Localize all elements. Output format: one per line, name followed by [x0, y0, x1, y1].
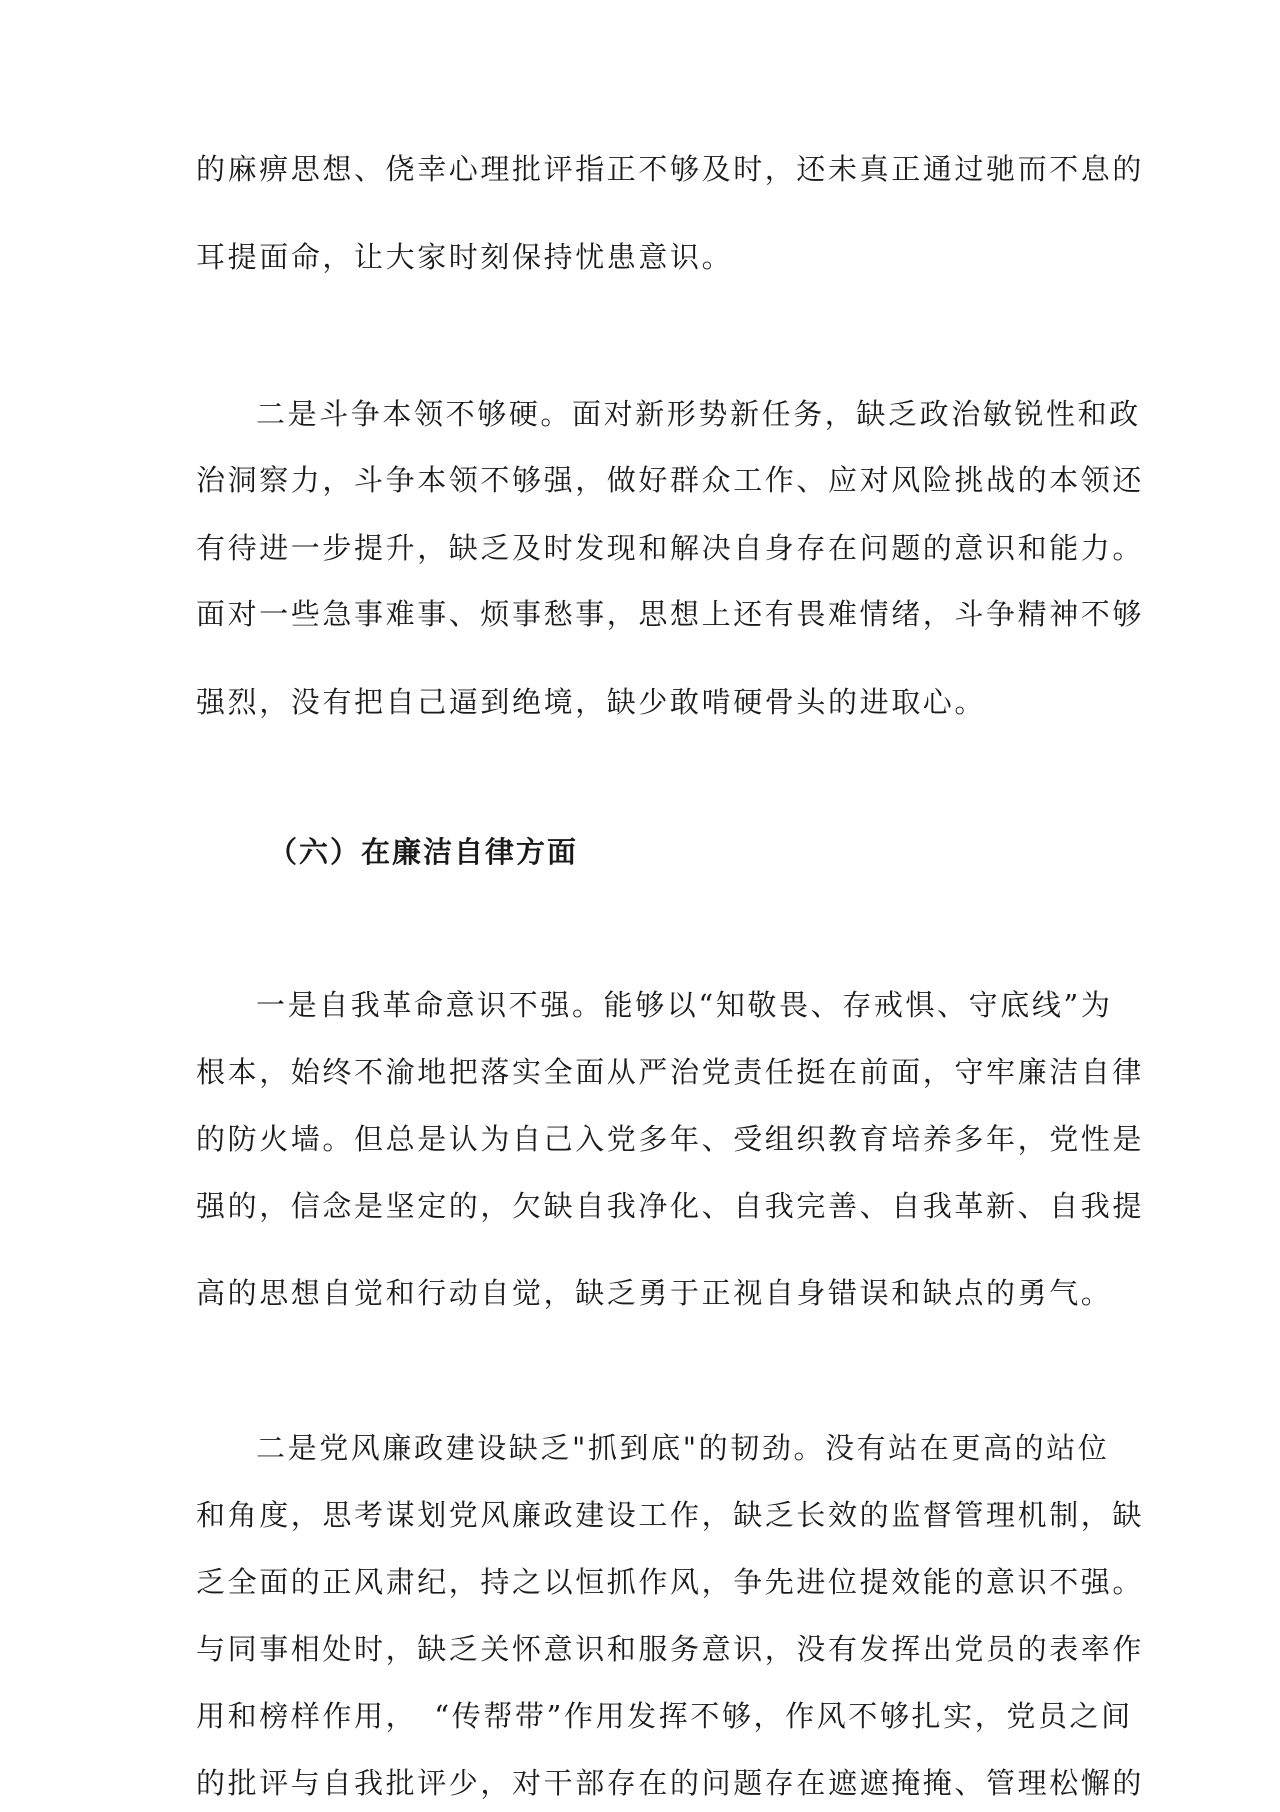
- paragraph-line: 与同事相处时，缺乏关怀意识和服务意识，没有发挥出党员的表率作: [196, 1632, 1145, 1666]
- paragraph-line: 有待进一步提升，缺乏及时发现和解决自身存在问题的意识和能力。: [196, 531, 1145, 565]
- paragraph-first-line: 二是党风廉政建设缺乏"抓到底"的韧劲。没有站在更高的站位: [256, 1431, 1110, 1465]
- paragraph-line: 强的，信念是坚定的，欠缺自我净化、自我完善、自我革新、自我提: [196, 1189, 1145, 1223]
- paragraph-line: 的防火墙。但总是认为自己入党多年、受组织教育培养多年，党性是: [196, 1122, 1145, 1156]
- section-heading: （六）在廉洁自律方面: [268, 835, 579, 869]
- paragraph-line: 强烈，没有把自己逼到绝境，缺少敢啃硬骨头的进取心。: [196, 685, 987, 719]
- paragraph-line: 的麻痹思想、侥幸心理批评指正不够及时，还未真正通过驰而不息的: [196, 152, 1145, 186]
- paragraph-line: 根本，始终不渝地把落实全面从严治党责任挺在前面，守牢廉洁自律: [196, 1055, 1145, 1089]
- paragraph-line: 用和榜样作用， “传帮带”作用发挥不够，作风不够扎实，党员之间: [196, 1699, 1133, 1733]
- paragraph-first-line: 一是自我革命意识不强。能够以“知敬畏、存戒惧、守底线”为: [256, 988, 1113, 1022]
- paragraph-line: 和角度，思考谋划党风廉政建设工作，缺乏长效的监督管理机制，缺: [196, 1498, 1145, 1532]
- paragraph-line: 面对一些急事难事、烦事愁事，思想上还有畏难情绪，斗争精神不够: [196, 597, 1145, 631]
- paragraph-line: 耳提面命，让大家时刻保持忧患意识。: [196, 240, 734, 274]
- paragraph-line: 乏全面的正风肃纪，持之以恒抓作风，争先进位提效能的意识不强。: [196, 1565, 1145, 1599]
- paragraph-line: 的批评与自我批评少，对干部存在的问题存在遮遮掩掩、管理松懈的: [196, 1766, 1145, 1800]
- paragraph-line: 高的思想自觉和行动自觉，缺乏勇于正视自身错误和缺点的勇气。: [196, 1276, 1113, 1310]
- paragraph-line: 治洞察力，斗争本领不够强，做好群众工作、应对风险挑战的本领还: [196, 463, 1145, 497]
- paragraph-first-line: 二是斗争本领不够硬。面对新形势新任务，缺乏政治敏锐性和政: [256, 397, 1141, 431]
